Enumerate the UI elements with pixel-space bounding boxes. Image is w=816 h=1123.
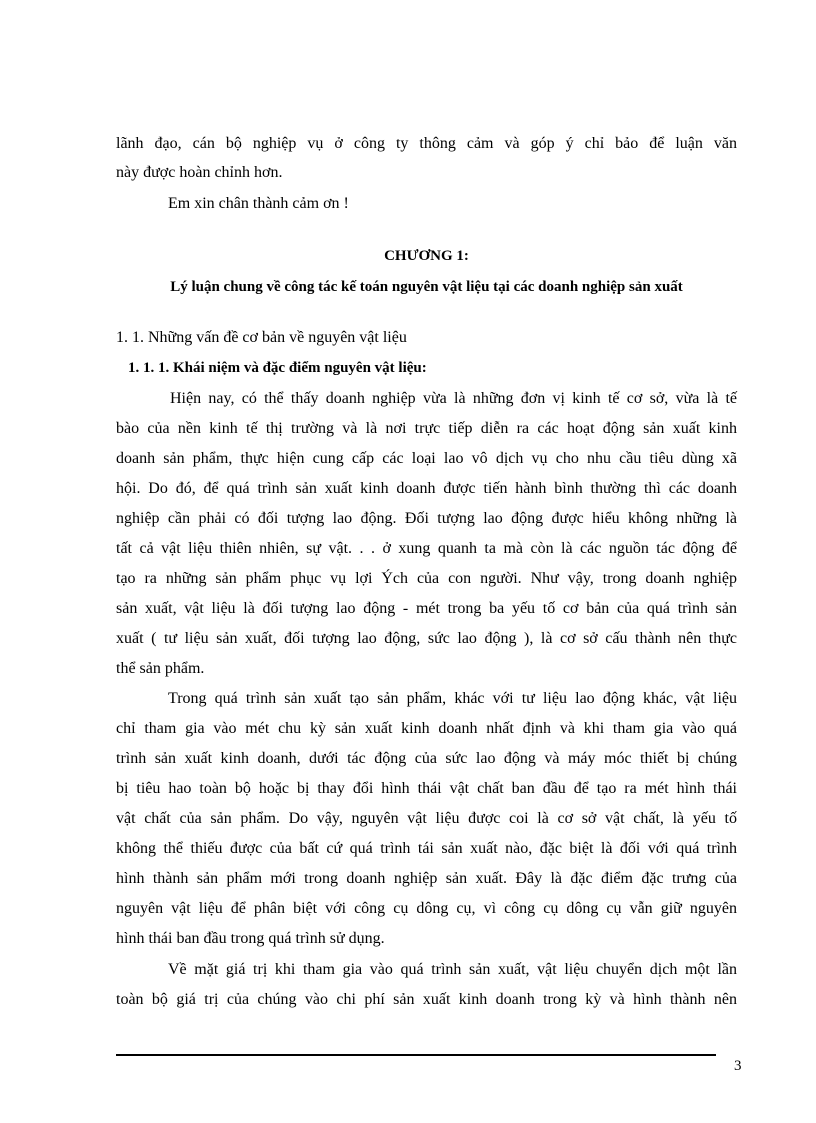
- body-line: xuất ( tư liệu sản xuất, đối tượng lao động, sức lao động ), là cơ sở cấu thành nên thực: [116, 630, 737, 647]
- body-line: Hiện nay, có thể thấy doanh nghiệp vừa là những đơn vị kinh tế cơ sở, vừa là tế: [170, 390, 737, 407]
- body-line: hội. Do đó, để quá trình sản xuất kinh doanh được tiến hành bình thường thì các doanh: [116, 480, 737, 497]
- footer-rule: [116, 1054, 716, 1056]
- body-line: không thể thiếu được của bất cứ quá trình tái sản xuất nào, đặc biệt là đối với quá trình: [116, 840, 737, 857]
- body-line: toàn bộ giá trị của chúng vào chi phí sản xuất kinh doanh trong kỳ và hình thành nên: [116, 991, 737, 1008]
- page-number: 3: [734, 1058, 742, 1074]
- body-line: hình thái ban đầu trong quá trình sử dụng.: [116, 930, 385, 947]
- body-line: lãnh đạo, cán bộ nghiệp vụ ở công ty thông cảm và góp ý chỉ bảo để luận văn: [116, 135, 737, 152]
- body-line: trình sản xuất kinh doanh, dưới tác động của sức lao động và máy móc thiết bị chúng: [116, 750, 737, 767]
- body-line: sản xuất, vật liệu là đối tượng lao động - mét trong ba yếu tố cơ bản của quá trình sản: [116, 600, 737, 617]
- body-line: hình thành sản phẩm mới trong doanh nghiệp sản xuất. Đây là đặc điểm đặc trưng của: [116, 870, 737, 887]
- body-line: này được hoàn chỉnh hơn.: [116, 164, 283, 181]
- body-line: tất cả vật liệu thiên nhiên, sự vật. . . ở xung quanh ta mà còn là các nguồn tác động để: [116, 540, 737, 557]
- body-line: Trong quá trình sản xuất tạo sản phẩm, khác với tư liệu lao động khác, vật liệu: [168, 690, 737, 707]
- body-line: chỉ tham gia vào mét chu kỳ sản xuất kinh doanh nhất định và khi tham gia vào quá: [116, 720, 737, 737]
- body-line: nghiệp cần phải có đối tượng lao động. Đối tượng lao động được hiểu không những là: [116, 510, 737, 527]
- body-line: vật chất của sản phẩm. Do vậy, nguyên vật liệu được coi là cơ sở vật chất, là yếu tố: [116, 810, 737, 827]
- body-line: nguyên vật liệu để phân biệt với công cụ dông cụ, vì công cụ dông cụ vẫn giữ nguyên: [116, 900, 737, 917]
- chapter-label: CHƯƠNG 1:: [384, 248, 469, 264]
- body-line: doanh sản phẩm, thực hiện cung cấp các loại lao vô dịch vụ cho nhu cầu tiêu dùng xã: [116, 450, 737, 467]
- body-line: tạo ra những sản phẩm phục vụ lợi Ých của con người. Như vậy, trong doanh nghiệp: [116, 570, 737, 587]
- body-line: bị tiêu hao toàn bộ hoặc bị thay đổi hình thái vật chất ban đầu để tạo ra mét hình thái: [116, 780, 737, 797]
- body-line: bào của nền kinh tế thị trường và là nơi trực tiếp diễn ra các hoạt động sản xuất kinh: [116, 420, 737, 437]
- thanks-line: Em xin chân thành cảm ơn !: [168, 195, 349, 212]
- section-heading: 1. 1. Những vấn đề cơ bản về nguyên vật liệu: [116, 329, 407, 346]
- body-line: thể sản phẩm.: [116, 660, 205, 677]
- body-line: Về mặt giá trị khi tham gia vào quá trình sản xuất, vật liệu chuyển dịch một lần: [168, 961, 737, 978]
- chapter-title: Lý luận chung về công tác kế toán nguyên vật liệu tại các doanh nghiệp sản xuất: [170, 279, 683, 295]
- subsection-heading: 1. 1. 1. Khái niệm và đặc điểm nguyên vật liệu:: [128, 360, 427, 376]
